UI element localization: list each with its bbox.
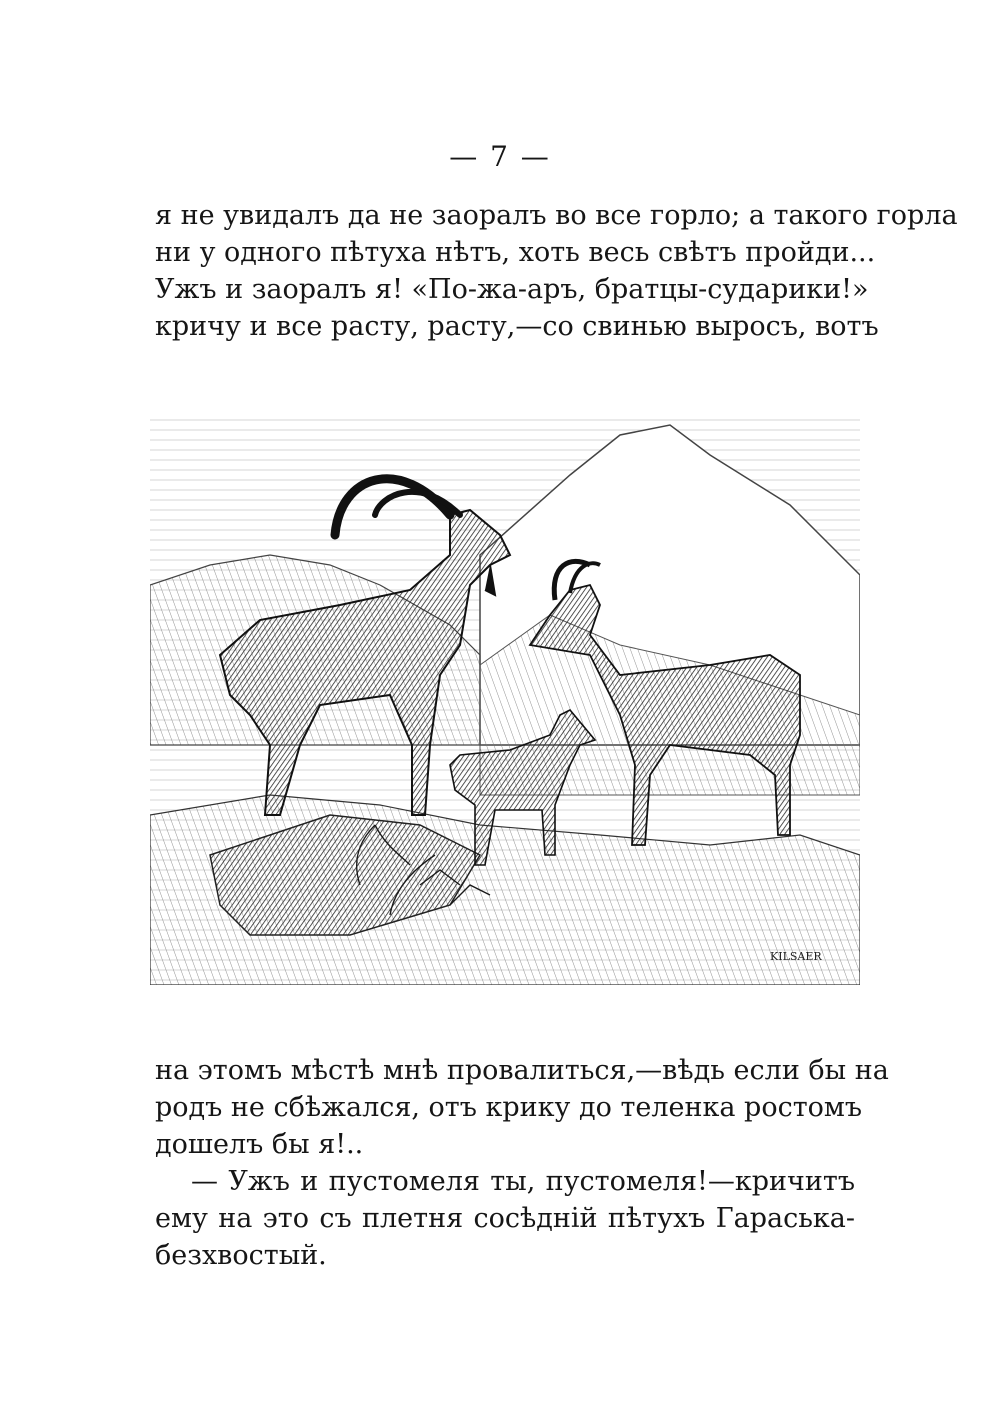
text-block-top	[155, 197, 958, 345]
page-number: — 7 —	[449, 140, 551, 173]
text-line: я не увидалъ да не заоралъ во все горло; а такого горла	[155, 200, 958, 231]
text-line: ни у одного пѣтуха нѣтъ, хоть весь свѣтъ пройди...	[155, 237, 876, 268]
text-line: — Ужъ и пустомеля ты, пустомеля!—кричитъ	[191, 1166, 855, 1197]
engraving-svg	[150, 415, 860, 985]
text-line: дошелъ бы я!..	[155, 1129, 364, 1160]
text-line: безхвостый.	[155, 1240, 327, 1271]
text-line: на этомъ мѣстѣ мнѣ провалиться,—вѣдь если бы на	[155, 1055, 889, 1086]
text-line: ему на это съ плетня сосѣднiй пѣтухъ Гараська-	[155, 1203, 855, 1234]
engraver-signature: KILSAER	[770, 950, 822, 963]
text-block-bottom	[155, 1052, 889, 1274]
goats-engraving	[150, 415, 860, 985]
text-line: кричу и все расту, расту,—со свинью выросъ, вотъ	[155, 311, 879, 342]
text-line: Ужъ и заоралъ я! «По-жа-аръ, братцы-сударики!»	[155, 274, 869, 305]
text-line: родъ не сбѣжался, отъ крику до теленка ростомъ	[155, 1092, 863, 1123]
